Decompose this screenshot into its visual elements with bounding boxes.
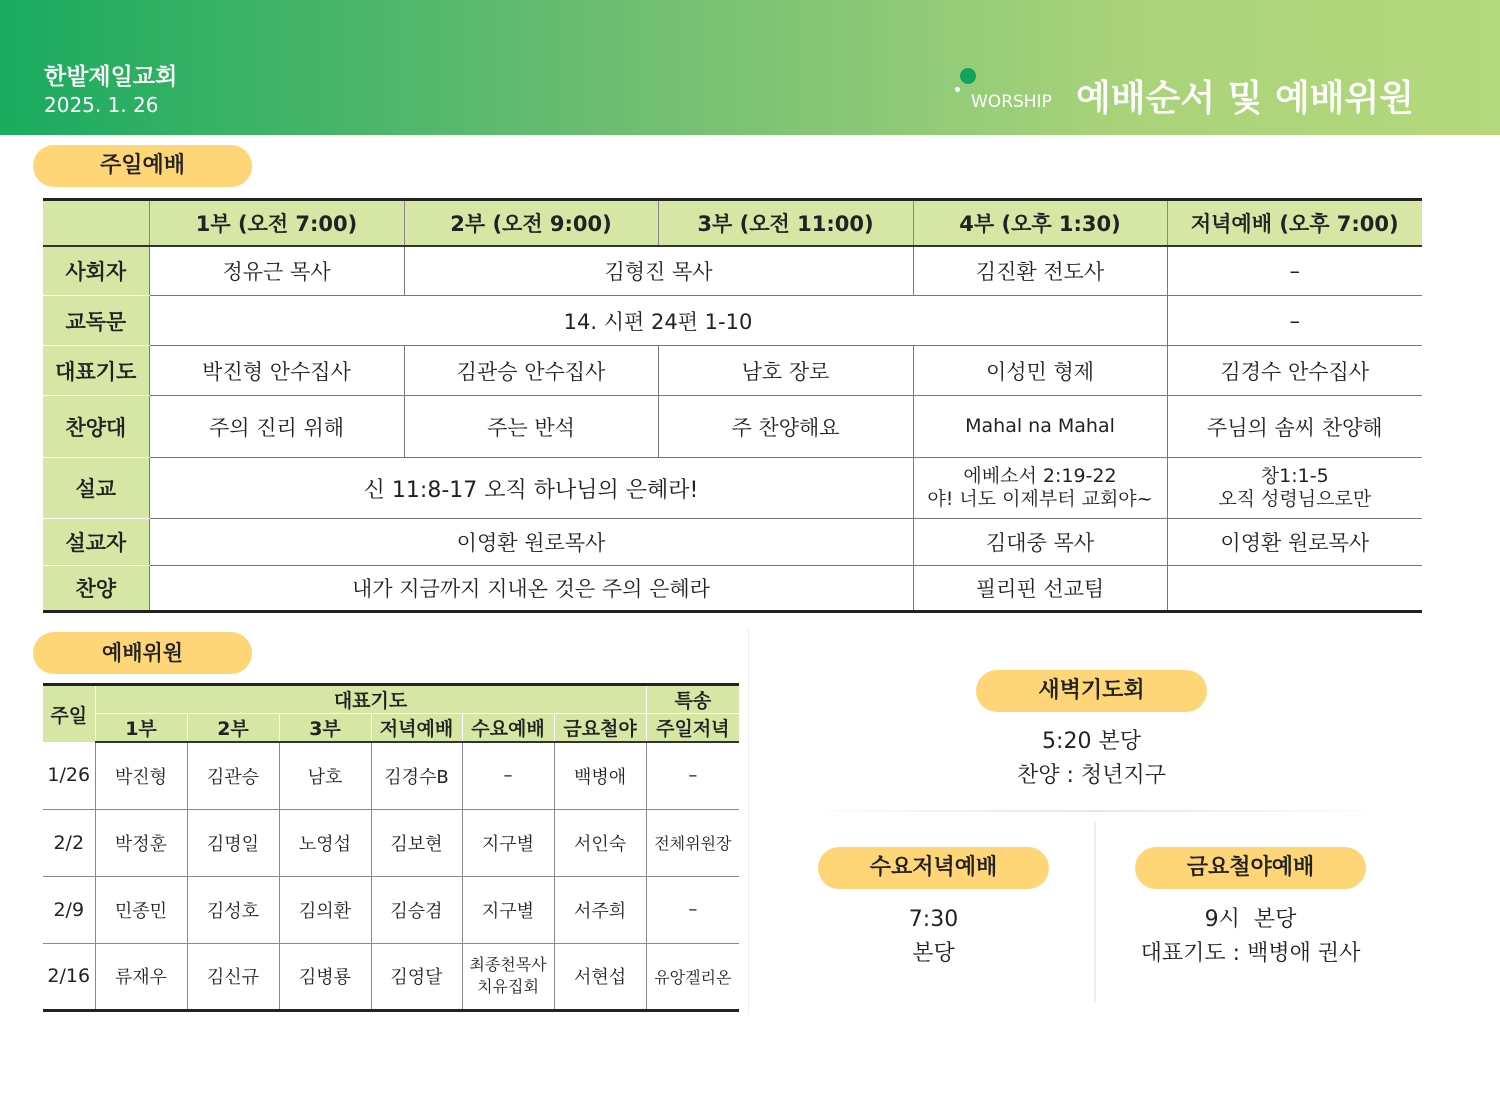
col-2: 2부 [187, 714, 279, 743]
cell: 김경수 안수집사 [1167, 346, 1422, 396]
cell: 주 찬양해요 [658, 396, 913, 458]
cell: 이영환 원로목사 [149, 519, 913, 566]
table-row [43, 246, 1422, 296]
table-row [43, 396, 1422, 458]
table-header-row [43, 714, 739, 743]
cell: 박정훈 [95, 809, 187, 876]
cell: 주님의 솜씨 찬양해 [1167, 396, 1422, 458]
table-row [43, 458, 1422, 519]
sunday-worship-table [43, 198, 1422, 613]
cell: 서현섭 [554, 943, 646, 1010]
col-friday: 금요철야 [554, 714, 646, 743]
cell: 김승겸 [371, 876, 462, 943]
cell: – [1167, 246, 1422, 296]
dawn-prayer-praise: 찬양 : 청년지구 [1017, 763, 1166, 788]
cell: 김성호 [187, 876, 279, 943]
bulletin-date: 2025. 1. 26 [44, 93, 159, 117]
cell [913, 458, 1167, 519]
dawn-prayer-info [976, 725, 1207, 793]
cell: 김신규 [187, 943, 279, 1010]
divider [1094, 822, 1096, 1002]
row-date: 2/16 [43, 943, 95, 1010]
cell: 박진형 [95, 742, 187, 809]
cell: 남호 [279, 742, 371, 809]
row-label: 설교 [43, 458, 149, 519]
corner-cell [43, 200, 149, 246]
cell: 김병룡 [279, 943, 371, 1010]
cell: 김보현 [371, 809, 462, 876]
col-1: 1부 [95, 714, 187, 743]
cell: 서인숙 [554, 809, 646, 876]
table-header-row [43, 685, 739, 714]
cell-line: 치유집회 [477, 977, 539, 996]
cell [1167, 458, 1422, 519]
row-date: 2/2 [43, 809, 95, 876]
wednesday-worship-title: 수요저녁예배 [818, 847, 1049, 889]
committee-title: 예배위원 [33, 632, 252, 674]
cell: 이성민 형제 [913, 346, 1167, 396]
cell: 지구별 [462, 876, 554, 943]
table-row [43, 519, 1422, 566]
cell: 김경수B [371, 742, 462, 809]
cell-line: 최종천목사 [469, 955, 547, 974]
sermon-text-line: 창1:1-5 [1260, 465, 1329, 487]
row-label: 찬양대 [43, 396, 149, 458]
friday-prayer: 대표기도 : 백병애 권사 [1140, 941, 1361, 966]
row-date: 1/26 [43, 742, 95, 809]
friday-time: 9시 본당 [1204, 907, 1297, 932]
friday-worship-title: 금요철야예배 [1135, 847, 1366, 889]
cell: 김형진 목사 [404, 246, 913, 296]
cell: – [646, 742, 739, 809]
dawn-prayer-title: 새벽기도회 [976, 670, 1207, 712]
cell: 이영환 원로목사 [1167, 519, 1422, 566]
cell: 김의환 [279, 876, 371, 943]
table-row [43, 876, 739, 943]
cell: 14. 시편 24편 1-10 [149, 296, 1167, 346]
table-row [43, 296, 1422, 346]
sermon-title-line: 오직 성령님으로만 [1218, 488, 1372, 510]
church-name: 한밭제일교회 [44, 64, 178, 90]
dot-icon [960, 68, 976, 84]
cell: 서주희 [554, 876, 646, 943]
cell [1167, 566, 1422, 612]
col-wednesday: 수요예배 [462, 714, 554, 743]
table-row [43, 566, 1422, 612]
sermon-title-line: 야! 너도 이제부터 교회야~ [927, 488, 1153, 510]
col-evening: 저녁예배 (오후 7:00) [1167, 200, 1422, 246]
cell: 김영달 [371, 943, 462, 1010]
committee-table [43, 683, 739, 1012]
cell: 신 11:8-17 오직 하나님의 은혜라! [149, 458, 913, 519]
cell: 정유근 목사 [149, 246, 404, 296]
col-prayer-group: 대표기도 [95, 685, 646, 714]
cell: 지구별 [462, 809, 554, 876]
cell: 김대중 목사 [913, 519, 1167, 566]
cell: 류재우 [95, 943, 187, 1010]
sunday-worship-title: 주일예배 [33, 145, 252, 187]
cell [462, 943, 554, 1010]
wednesday-time: 7:30 [908, 907, 959, 932]
cell: 유앙겔리온 [646, 943, 739, 1010]
small-dot-icon [955, 87, 960, 92]
table-row [43, 742, 739, 809]
col-sunday: 주일 [43, 685, 95, 743]
row-label: 사회자 [43, 246, 149, 296]
cell: 김관승 [187, 742, 279, 809]
col-3: 3부 [279, 714, 371, 743]
cell: – [646, 876, 739, 943]
col-service-2: 2부 (오전 9:00) [404, 200, 658, 246]
wednesday-worship-info [818, 903, 1049, 971]
cell: 민종민 [95, 876, 187, 943]
col-service-4: 4부 (오후 1:30) [913, 200, 1167, 246]
cell: 백병애 [554, 742, 646, 809]
row-label: 대표기도 [43, 346, 149, 396]
cell: – [462, 742, 554, 809]
cell: 노영섭 [279, 809, 371, 876]
table-row [43, 943, 739, 1010]
table-header-row [43, 200, 1422, 246]
col-evening: 저녁예배 [371, 714, 462, 743]
cell: 김관승 안수집사 [404, 346, 658, 396]
cell: 남호 장로 [658, 346, 913, 396]
wednesday-place: 본당 [912, 941, 955, 966]
dawn-prayer-time: 5:20 본당 [1042, 729, 1141, 754]
section-label-en: WORSHIP [971, 92, 1052, 112]
cell: 김진환 전도사 [913, 246, 1167, 296]
row-label: 찬양 [43, 566, 149, 612]
table-row [43, 809, 739, 876]
section-title: 예배순서 및 예배위원 [1076, 78, 1415, 119]
row-label: 교독문 [43, 296, 149, 346]
row-label: 설교자 [43, 519, 149, 566]
cell: 필리핀 선교팀 [913, 566, 1167, 612]
friday-worship-info [1110, 903, 1391, 971]
sermon-text-line: 에베소서 2:19-22 [963, 465, 1117, 487]
divider [748, 630, 749, 1015]
cell: Mahal na Mahal [913, 396, 1167, 458]
col-sunday-evening: 주일저녁 [646, 714, 739, 743]
cell: 전체위원장 [646, 809, 739, 876]
divider [800, 810, 1388, 812]
table-row [43, 346, 1422, 396]
row-date: 2/9 [43, 876, 95, 943]
cell: 박진형 안수집사 [149, 346, 404, 396]
header-banner [0, 0, 1500, 135]
col-service-3: 3부 (오전 11:00) [658, 200, 913, 246]
cell: 주의 진리 위해 [149, 396, 404, 458]
cell: 김명일 [187, 809, 279, 876]
cell: 내가 지금까지 지내온 것은 주의 은혜라 [149, 566, 913, 612]
col-service-1: 1부 (오전 7:00) [149, 200, 404, 246]
col-special-group: 특송 [646, 685, 739, 714]
cell: – [1167, 296, 1422, 346]
cell: 주는 반석 [404, 396, 658, 458]
